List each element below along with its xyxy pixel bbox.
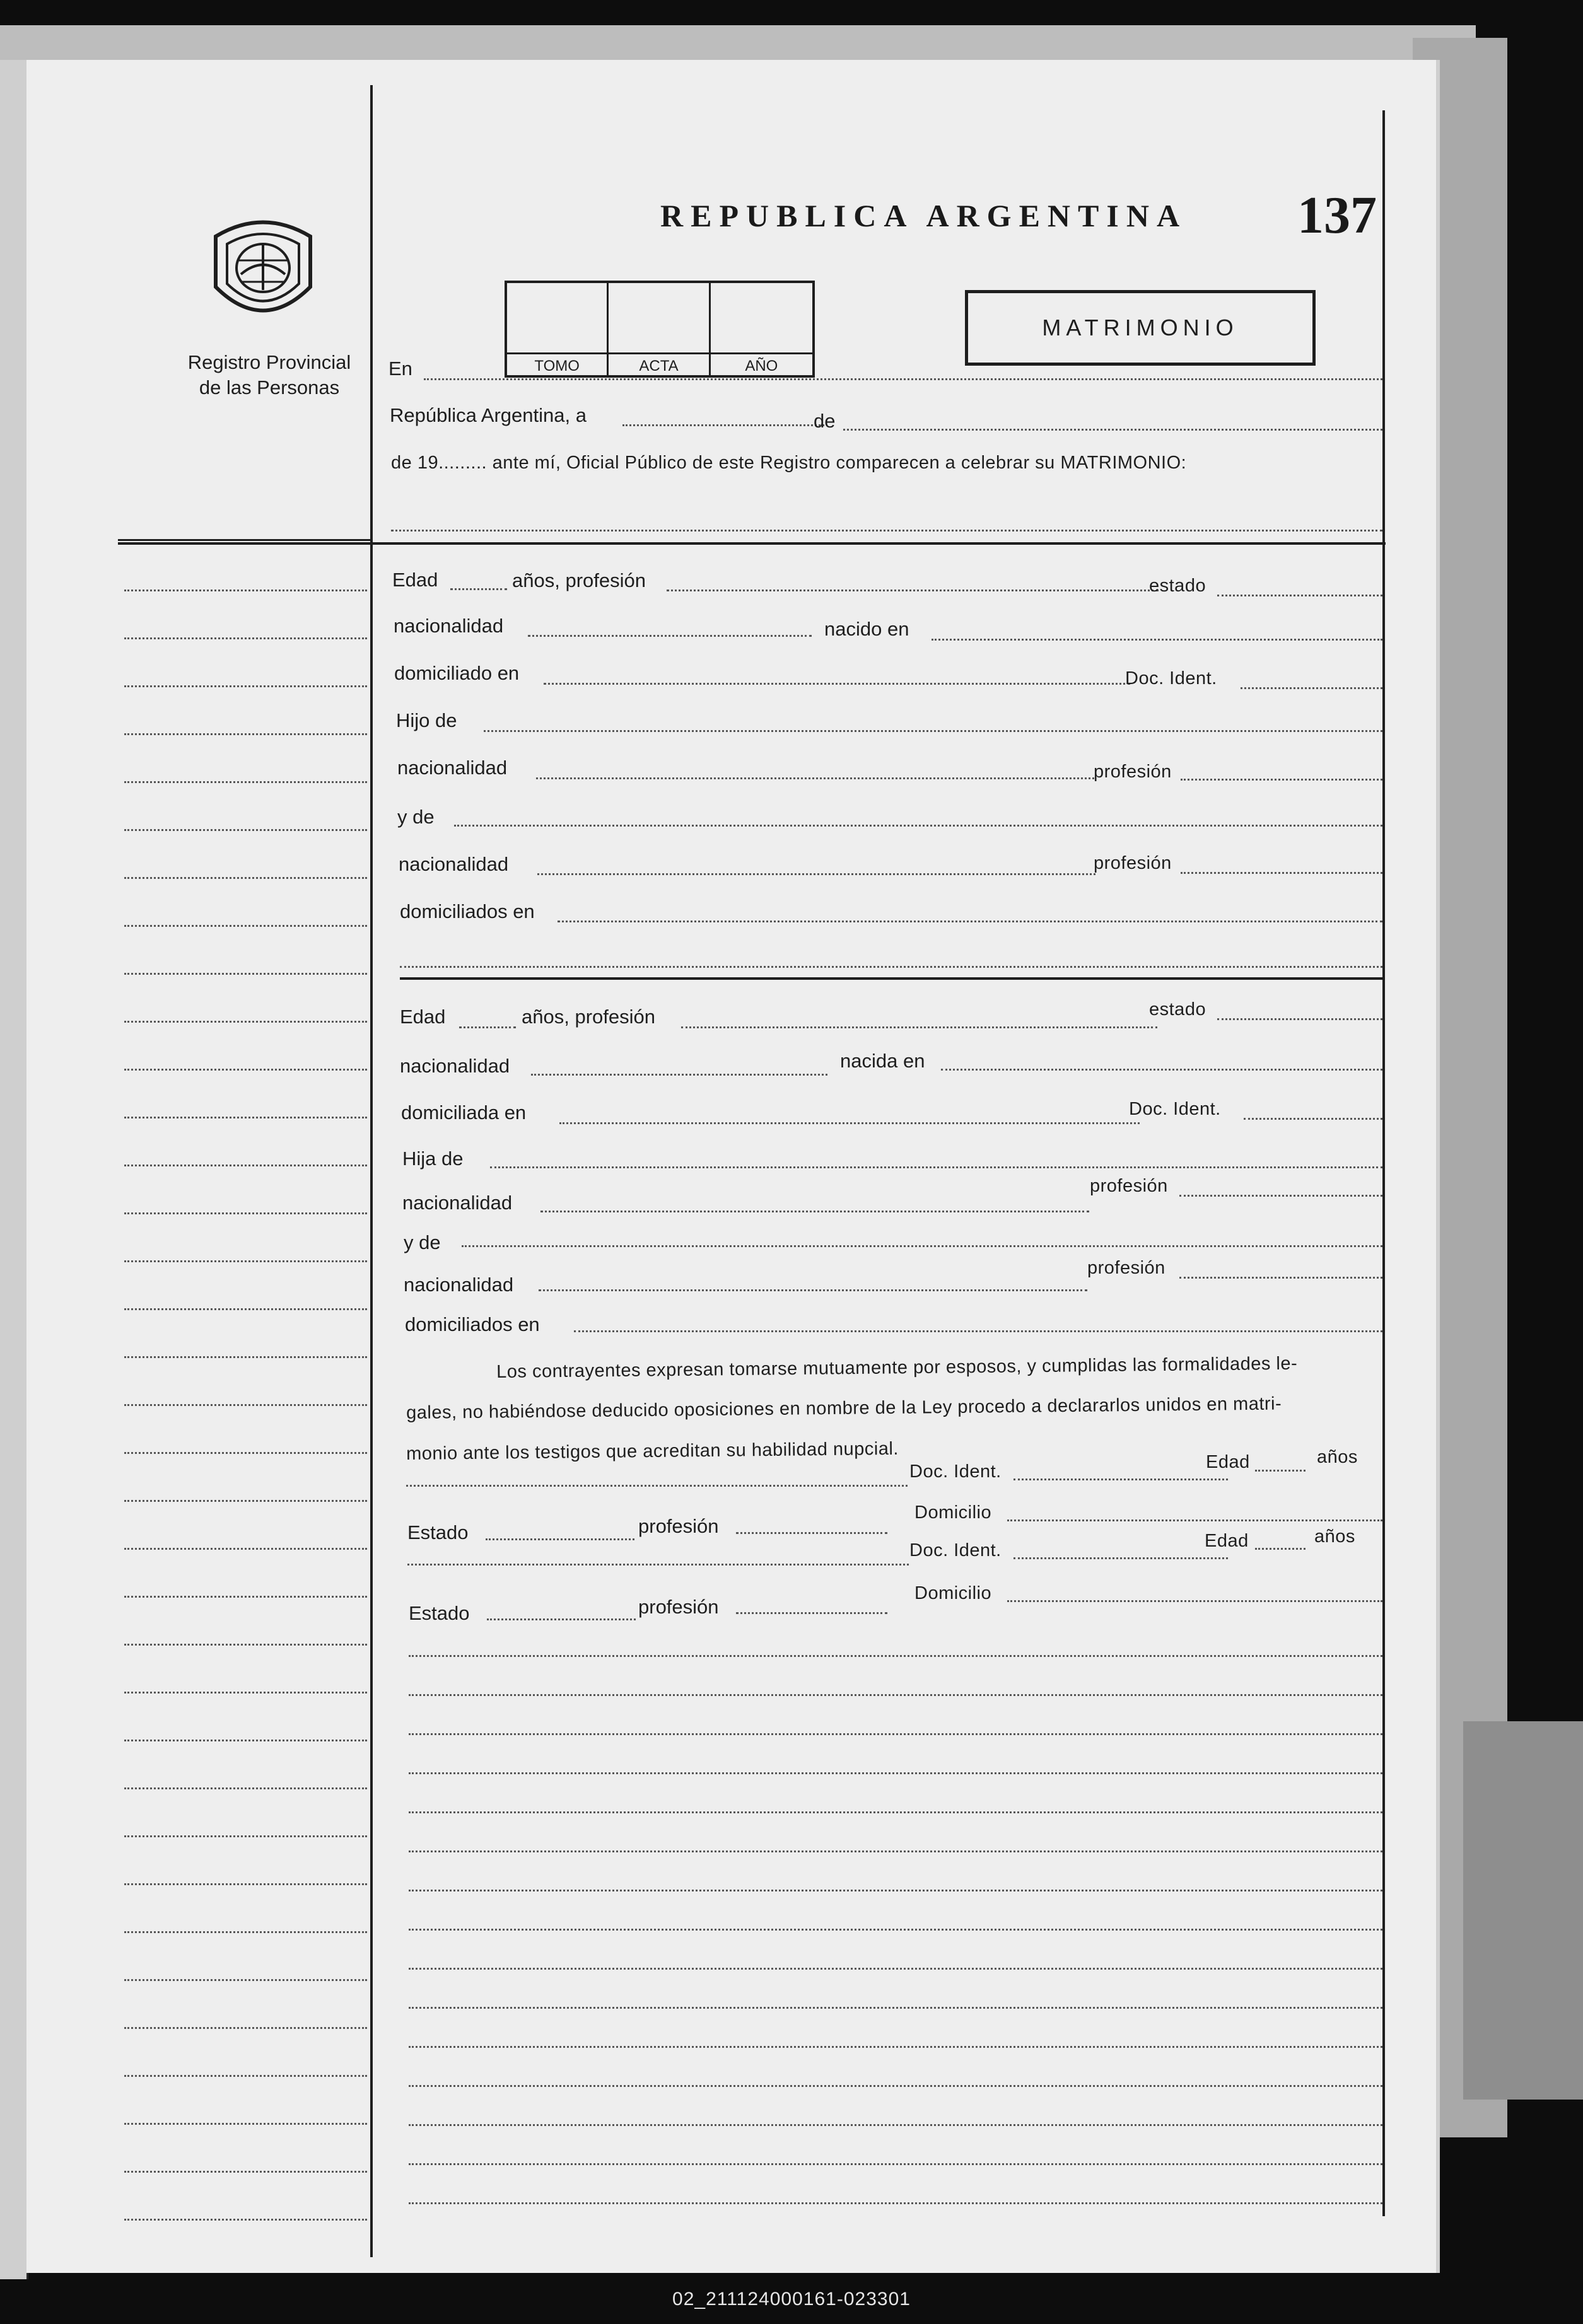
groom-father-field[interactable]: [484, 730, 1382, 732]
tomo-field[interactable]: [507, 283, 609, 352]
margin-note-line[interactable]: [124, 1692, 367, 1694]
groom-mother-profesion-field[interactable]: [1181, 872, 1382, 874]
groom-edad-label: Edad: [392, 569, 438, 591]
witness1-estado-field[interactable]: [486, 1538, 634, 1540]
bride-father-nacionalidad-label: nacionalidad: [402, 1192, 513, 1214]
groom-father-nacionalidad-label: nacionalidad: [397, 757, 508, 779]
groom-extra-line[interactable]: [400, 966, 1382, 968]
act-type-box: MATRIMONIO: [965, 290, 1316, 366]
bride-mother-nacionalidad-label: nacionalidad: [404, 1274, 514, 1296]
margin-note-line[interactable]: [124, 1644, 367, 1646]
notes-line[interactable]: [409, 1694, 1382, 1696]
witness2-doc-ident-field[interactable]: [1013, 1557, 1228, 1559]
margin-note-line[interactable]: [124, 1787, 367, 1789]
intro-names-field[interactable]: [391, 530, 1382, 532]
notes-line[interactable]: [409, 1655, 1382, 1657]
book-cover-top-edge: [0, 25, 1476, 64]
margin-note-line[interactable]: [124, 1596, 367, 1598]
margin-note-line[interactable]: [124, 1308, 367, 1310]
groom-doc-ident-field[interactable]: [1241, 687, 1382, 689]
groom-mother-profesion-label: profesión: [1094, 853, 1172, 873]
witness1-domicilio-field[interactable]: [1007, 1519, 1382, 1521]
bride-doc-ident-field[interactable]: [1244, 1118, 1382, 1120]
declaration-line-1: Los contrayentes expresan tomarse mutuamente por esposos, y cumplidas las formalidades le-: [496, 1353, 1298, 1382]
bride-nacida-en-field[interactable]: [941, 1069, 1382, 1071]
notes-line[interactable]: [409, 1811, 1382, 1813]
margin-note-line[interactable]: [124, 1069, 367, 1071]
margin-note-line[interactable]: [124, 781, 367, 783]
margin-note-line[interactable]: [124, 1883, 367, 1885]
notes-line[interactable]: [409, 2007, 1382, 2009]
margin-note-line[interactable]: [124, 2171, 367, 2173]
notes-line[interactable]: [409, 2202, 1382, 2204]
groom-father-profesion-label: profesión: [1094, 762, 1172, 782]
bride-domicilio-field[interactable]: [559, 1122, 1140, 1124]
bride-domiciliada-label: domiciliada en: [401, 1101, 527, 1124]
bride-mother-field[interactable]: [462, 1245, 1382, 1247]
notes-line[interactable]: [409, 1968, 1382, 1970]
margin-note-line[interactable]: [124, 1452, 367, 1454]
witness2-edad-label: Edad: [1205, 1531, 1249, 1551]
intro-en-label: En: [388, 357, 412, 380]
bride-edad-label: Edad: [400, 1006, 446, 1028]
margin-note-line[interactable]: [124, 2219, 367, 2221]
groom-domiciliados-label: domiciliados en: [400, 900, 535, 922]
groom-doc-ident-label: Doc. Ident.: [1125, 668, 1217, 688]
groom-estado-field[interactable]: [1217, 595, 1382, 596]
margin-note-line[interactable]: [124, 1979, 367, 1981]
margin-note-line[interactable]: [124, 973, 367, 975]
groom-estado-label: estado: [1149, 576, 1206, 596]
notes-line[interactable]: [409, 1733, 1382, 1735]
bride-father-nacionalidad-field[interactable]: [540, 1211, 1089, 1212]
margin-note-line[interactable]: [124, 1212, 367, 1214]
registry-name-line1: Registro Provincial: [187, 351, 351, 373]
groom-father-nacionalidad-field[interactable]: [536, 777, 1094, 779]
witness1-edad-label: Edad: [1206, 1452, 1250, 1472]
notes-line[interactable]: [409, 1929, 1382, 1931]
bride-nacionalidad-field[interactable]: [531, 1074, 827, 1076]
groom-anos-profesion-label: años, profesión: [512, 569, 646, 591]
margin-vertical-rule: [370, 85, 373, 2257]
intro-day-field[interactable]: [622, 424, 824, 426]
groom-domicilio-field[interactable]: [544, 683, 1130, 685]
bride-doc-ident-label: Doc. Ident.: [1129, 1099, 1221, 1119]
bride-nacida-en-label: nacida en: [840, 1050, 925, 1072]
groom-y-de-label: y de: [397, 806, 435, 828]
margin-note-line[interactable]: [124, 1931, 367, 1933]
margin-note-line[interactable]: [124, 1404, 367, 1406]
groom-domiciliado-label: domiciliado en: [394, 662, 520, 684]
intro-place-field[interactable]: [424, 378, 1382, 380]
right-vertical-rule: [1382, 110, 1385, 2216]
groom-edad-field[interactable]: [450, 588, 507, 590]
witness2-anos-label: años: [1314, 1526, 1355, 1547]
notes-line[interactable]: [409, 1772, 1382, 1774]
country-title: REPUBLICA ARGENTINA: [660, 198, 1188, 233]
margin-note-line[interactable]: [124, 590, 367, 591]
margin-note-line[interactable]: [124, 1740, 367, 1741]
witness1-doc-ident-field[interactable]: [1013, 1479, 1228, 1480]
bride-edad-field[interactable]: [459, 1026, 516, 1028]
notes-line[interactable]: [409, 1890, 1382, 1891]
bride-father-profesion-field[interactable]: [1179, 1195, 1382, 1197]
notes-line[interactable]: [409, 2085, 1382, 2087]
groom-nacido-en-label: nacido en: [824, 618, 909, 640]
left-page-edge: [0, 60, 28, 2279]
witness1-profesion-label: profesión: [638, 1515, 719, 1537]
margin-note-line[interactable]: [124, 2075, 367, 2077]
margin-note-line[interactable]: [124, 733, 367, 735]
bride-nacionalidad-label: nacionalidad: [400, 1055, 510, 1077]
groom-mother-field[interactable]: [454, 825, 1382, 827]
margin-note-line[interactable]: [124, 877, 367, 879]
intro-republica-label: República Argentina, a: [390, 404, 587, 426]
groom-father-profesion-field[interactable]: [1181, 779, 1382, 781]
groom-nacionalidad-label: nacionalidad: [394, 615, 504, 637]
margin-note-line[interactable]: [124, 1835, 367, 1837]
witness2-profesion-field[interactable]: [736, 1612, 887, 1614]
bride-y-de-label: y de: [404, 1231, 441, 1253]
witness2-estado-label: Estado: [409, 1602, 470, 1624]
bride-mother-profesion-field[interactable]: [1179, 1277, 1382, 1279]
margin-note-line[interactable]: [124, 2027, 367, 2029]
bride-hija-de-label: Hija de: [402, 1147, 464, 1170]
margin-note-line[interactable]: [124, 637, 367, 639]
intro-de-label: de: [814, 410, 836, 432]
margin-note-line[interactable]: [124, 1117, 367, 1118]
section-divider-1: [118, 542, 1386, 545]
section-divider-2: [400, 977, 1382, 980]
witness1-domicilio-label: Domicilio: [914, 1502, 992, 1523]
declaration-line-3: monio ante los testigos que acreditan su habilidad nupcial.: [406, 1438, 899, 1464]
margin-note-line[interactable]: [124, 2123, 367, 2125]
witness2-domicilio-field[interactable]: [1007, 1600, 1382, 1602]
margin-note-line[interactable]: [124, 685, 367, 687]
intro-officer-line: de 19......... ante mí, Oficial Público de este Registro comparecen a celebrar su MATRIMONIO:: [391, 453, 1187, 473]
margin-note-line[interactable]: [124, 1165, 367, 1166]
registry-name-line2: de las Personas: [199, 376, 340, 398]
provincial-seal-icon: [209, 211, 317, 331]
groom-profesion-field[interactable]: [667, 590, 1159, 591]
intro-month-field[interactable]: [843, 429, 1382, 431]
margin-note-line[interactable]: [124, 1356, 367, 1358]
bride-father-profesion-label: profesión: [1090, 1176, 1168, 1196]
bride-parents-domicilio-field[interactable]: [574, 1330, 1382, 1332]
register-page: [26, 60, 1436, 2273]
tomo-acta-anio-box: [505, 281, 815, 378]
notes-line[interactable]: [409, 2046, 1382, 2048]
margin-note-line[interactable]: [124, 829, 367, 831]
witness1-anos-label: años: [1317, 1447, 1358, 1467]
acta-field[interactable]: [609, 283, 710, 352]
margin-note-line[interactable]: [124, 1548, 367, 1550]
notes-line[interactable]: [409, 1850, 1382, 1852]
bride-estado-label: estado: [1149, 999, 1206, 1020]
bride-mother-nacionalidad-field[interactable]: [539, 1289, 1087, 1291]
margin-divider: [118, 539, 370, 541]
bride-estado-field[interactable]: [1217, 1018, 1382, 1020]
notes-line[interactable]: [409, 2163, 1382, 2165]
margin-note-line[interactable]: [124, 1260, 367, 1262]
bride-mother-profesion-label: profesión: [1087, 1258, 1165, 1278]
bride-domiciliados-label: domiciliados en: [405, 1313, 540, 1335]
witness2-domicilio-label: Domicilio: [914, 1583, 992, 1603]
acta-label: ACTA: [609, 352, 710, 378]
groom-mother-nacionalidad-field[interactable]: [537, 873, 1095, 875]
anio-label: AÑO: [711, 352, 812, 378]
witness2-name-field[interactable]: [407, 1564, 909, 1566]
groom-mother-nacionalidad-label: nacionalidad: [399, 853, 509, 875]
groom-parents-domicilio-field[interactable]: [558, 921, 1382, 922]
witness2-estado-field[interactable]: [487, 1618, 636, 1620]
scan-id-caption: 02_211124000161-023301: [672, 2289, 911, 2309]
book-right-edge-lower: [1463, 1721, 1583, 2100]
folio-number: 137: [1297, 186, 1377, 245]
bride-anos-profesion-label: años, profesión: [522, 1006, 655, 1028]
groom-hijo-de-label: Hijo de: [396, 709, 457, 731]
witness2-profesion-label: profesión: [638, 1596, 719, 1618]
declaration-line-2: gales, no habiéndose deducido oposiciones en nombre de la Ley procedo a declararlos unidos en matri-: [406, 1393, 1282, 1423]
margin-note-line[interactable]: [124, 925, 367, 927]
anio-field[interactable]: [711, 283, 812, 352]
margin-note-line[interactable]: [124, 1500, 367, 1502]
groom-nacionalidad-field[interactable]: [528, 635, 812, 637]
witness2-edad-field[interactable]: [1255, 1548, 1306, 1550]
witness1-doc-ident-label: Doc. Ident.: [909, 1461, 1002, 1482]
groom-nacido-en-field[interactable]: [932, 639, 1382, 641]
registry-name: [143, 350, 395, 400]
witness1-name-field[interactable]: [406, 1485, 908, 1487]
tomo-label: TOMO: [507, 352, 609, 378]
witness1-estado-label: Estado: [407, 1521, 469, 1543]
bride-father-field[interactable]: [490, 1166, 1382, 1168]
bride-profesion-field[interactable]: [681, 1026, 1157, 1028]
witness2-doc-ident-label: Doc. Ident.: [909, 1540, 1002, 1560]
witness1-profesion-field[interactable]: [736, 1532, 887, 1534]
margin-note-line[interactable]: [124, 1021, 367, 1023]
notes-line[interactable]: [409, 2124, 1382, 2126]
witness1-edad-field[interactable]: [1255, 1470, 1306, 1472]
